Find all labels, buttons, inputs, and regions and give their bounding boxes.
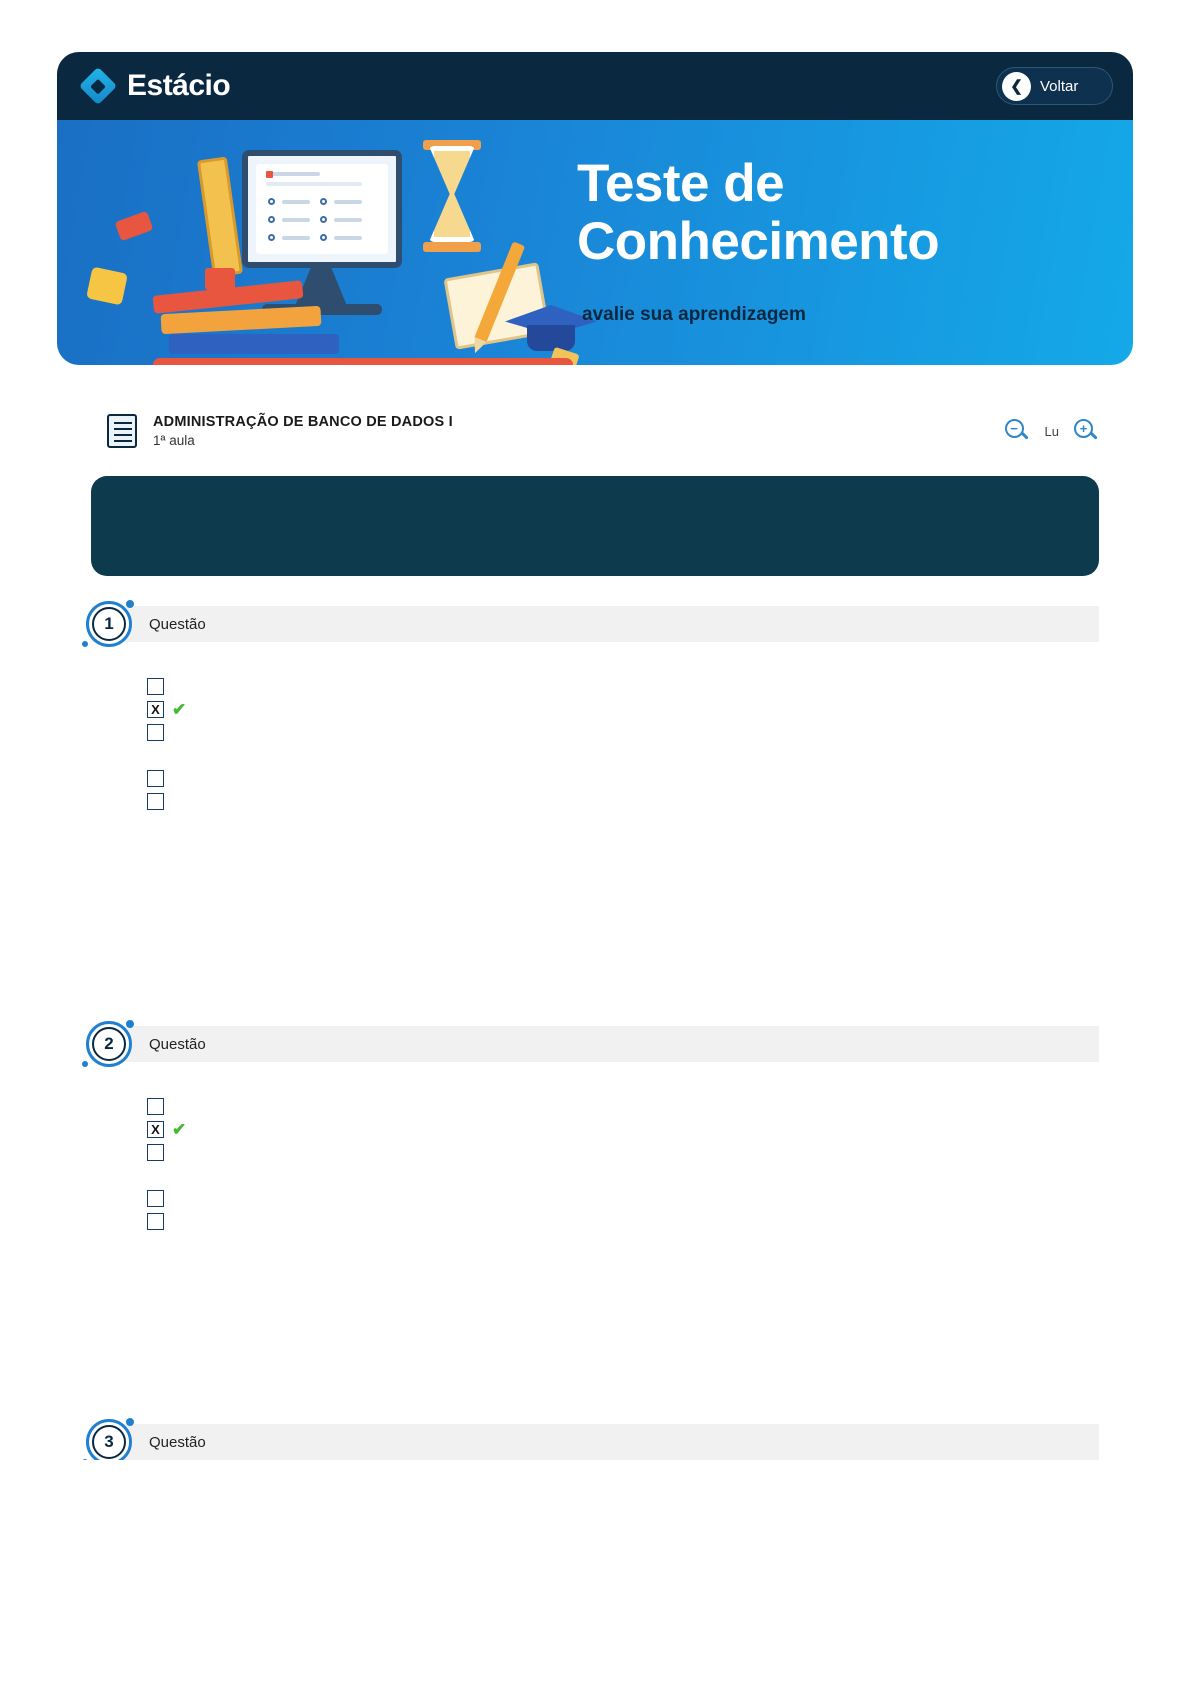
option-checkbox[interactable] (147, 793, 164, 810)
option-row[interactable] (147, 768, 1133, 788)
hourglass-bottom-cap (423, 242, 481, 252)
statement-panel (91, 476, 1099, 576)
zoom-out-icon[interactable]: − (1005, 419, 1030, 444)
hero-title-line1: Teste de (577, 154, 785, 213)
option-row[interactable] (147, 676, 1133, 696)
back-button-label: Voltar (1040, 77, 1079, 95)
hero-title (577, 155, 939, 272)
question-1-options (147, 676, 1133, 811)
decor-shape-red (115, 211, 154, 241)
question-1-badge (80, 595, 138, 653)
question-2-number: 2 (92, 1027, 126, 1061)
question-2-header (91, 1026, 1099, 1062)
test-card (57, 52, 1133, 365)
question-block-2 (57, 1026, 1133, 1394)
graduation-cap-base (527, 325, 575, 351)
question-1-header (91, 606, 1099, 642)
option-checkbox[interactable] (147, 1190, 164, 1207)
option-checkbox[interactable] (147, 1144, 164, 1161)
content-area (57, 400, 1133, 1460)
course-book-icon (107, 414, 137, 448)
option-row[interactable] (147, 1211, 1133, 1231)
option-checkbox[interactable] (147, 1098, 164, 1115)
monitor-icon (242, 150, 402, 268)
question-1-feedback-area (57, 814, 1133, 996)
option-row[interactable] (147, 1188, 1133, 1208)
correct-answer-icon: ✔ (172, 699, 187, 719)
back-button[interactable] (996, 67, 1113, 105)
option-checkbox[interactable] (147, 1213, 164, 1230)
option-row[interactable] (147, 699, 1133, 719)
hero-title-line2: Conhecimento (577, 212, 940, 272)
question-block-1 (57, 606, 1133, 996)
monitor-stand (295, 268, 347, 306)
option-checkbox[interactable]: X (147, 1121, 164, 1138)
estacio-diamond-logo-icon (79, 68, 116, 105)
question-3-header (91, 1424, 1099, 1460)
question-2-label: Questão (149, 1035, 206, 1053)
option-row[interactable] (147, 1142, 1133, 1162)
question-2-badge (80, 1015, 138, 1073)
course-lesson: 1ª aula (153, 433, 195, 448)
option-row[interactable] (147, 791, 1133, 811)
zoom-level-label: Lu (1044, 423, 1059, 439)
course-title: ADMINISTRAÇÃO DE BANCO DE DADOS I (153, 414, 453, 430)
option-row[interactable] (147, 1096, 1133, 1116)
question-block-3 (57, 1424, 1133, 1460)
question-3-label: Questão (149, 1433, 206, 1451)
hero-subtitle: avalie sua aprendizagem (582, 304, 806, 325)
option-checkbox[interactable] (147, 678, 164, 695)
correct-answer-icon: ✔ (172, 1119, 187, 1139)
zoom-controls (1005, 419, 1099, 444)
question-2-feedback-area (57, 1234, 1133, 1394)
question-1-label: Questão (149, 615, 206, 633)
option-checkbox[interactable]: X (147, 701, 164, 718)
hero-banner (57, 120, 1133, 365)
desk-bar (153, 358, 573, 365)
question-3-number: 3 (92, 1425, 126, 1459)
app-header (57, 52, 1133, 120)
brand-name: Estácio (127, 69, 231, 102)
option-checkbox[interactable] (147, 770, 164, 787)
question-2-options (147, 1096, 1133, 1231)
zoom-in-icon[interactable]: + (1074, 419, 1099, 444)
decor-shape-yellow (86, 267, 128, 306)
book-blue-icon (169, 334, 339, 354)
question-3-badge (80, 1413, 138, 1460)
question-1-number: 1 (92, 607, 126, 641)
option-row[interactable] (147, 1119, 1133, 1139)
course-info-row (57, 400, 1133, 462)
option-row[interactable] (147, 722, 1133, 742)
chevron-left-icon: ❮ (1002, 72, 1031, 101)
hourglass-icon (429, 146, 475, 242)
ruler-icon (197, 156, 243, 277)
option-checkbox[interactable] (147, 724, 164, 741)
brand-logo[interactable] (79, 68, 230, 105)
